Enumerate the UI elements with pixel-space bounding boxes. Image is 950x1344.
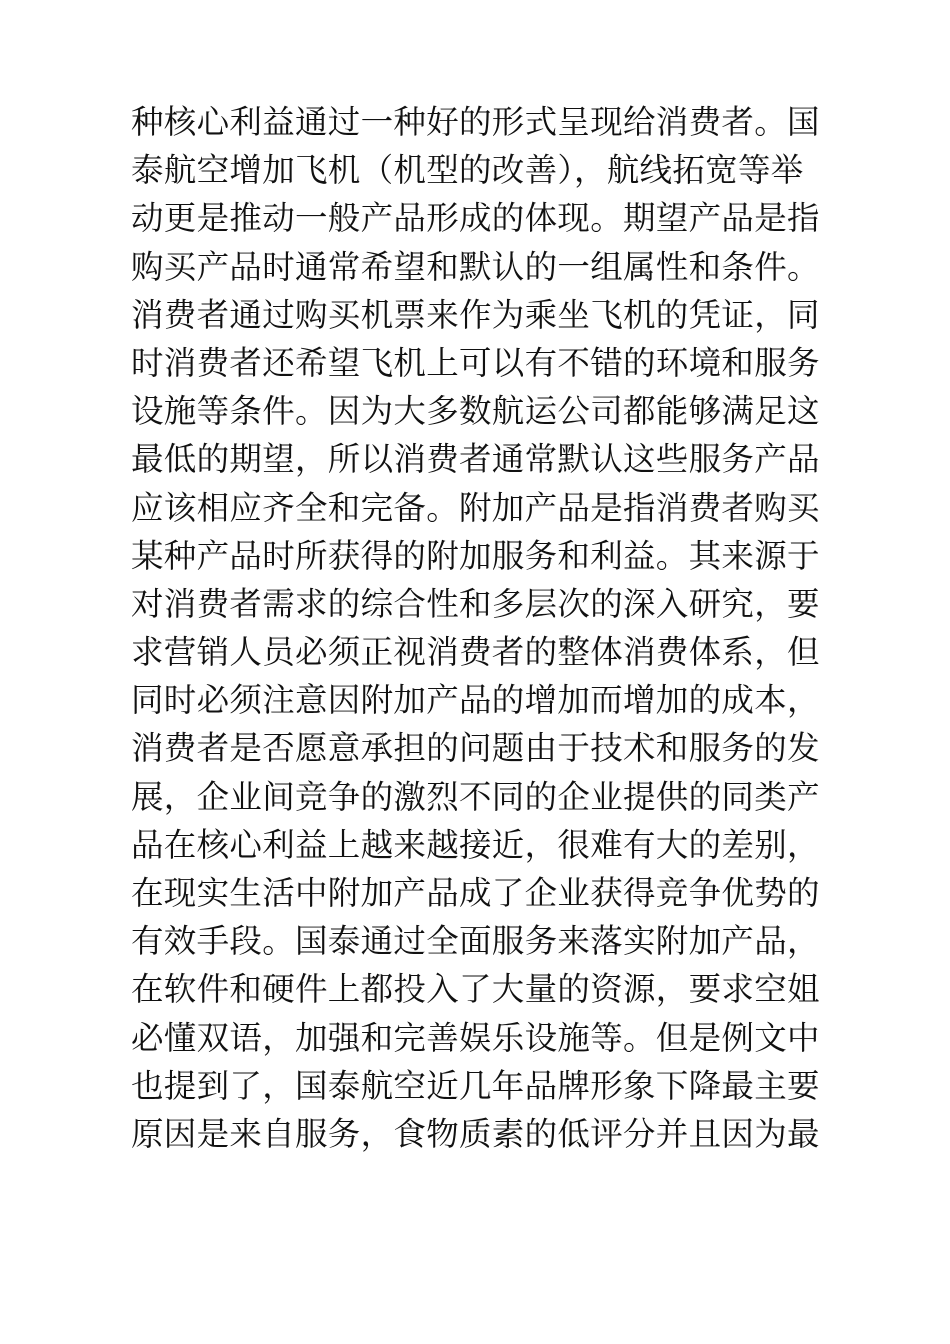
text-line: 购买产品时通常希望和默认的一组属性和条件。: [131, 247, 820, 286]
text-line: 在软件和硬件上都投入了大量的资源，要求空姐: [131, 970, 820, 1009]
text-line: 求营销人员必须正视消费者的整体消费体系，但: [131, 633, 820, 672]
text-line: 应该相应齐全和完备。附加产品是指消费者购买: [131, 488, 820, 527]
text-line: 同时必须注意因附加产品的增加而增加的成本，: [131, 681, 820, 720]
text-line: 对消费者需求的综合性和多层次的深入研究，要: [131, 584, 820, 623]
text-line: 品在核心利益上越来越接近，很难有大的差别，: [131, 825, 820, 864]
text-line: 原因是来自服务，食物质素的低评分并且因为最: [131, 1114, 820, 1153]
text-line: 在现实生活中附加产品成了企业获得竞争优势的: [131, 874, 820, 912]
text-line: 也提到了，国泰航空近几年品牌形象下降最主要: [131, 1066, 820, 1105]
text-line: 展，企业间竞争的激烈不同的企业提供的同类产: [131, 777, 820, 816]
text-line: 某种产品时所获得的附加服务和利益。其来源于: [131, 536, 820, 575]
text-line: 有效手段。国泰通过全面服务来落实附加产品，: [131, 922, 820, 961]
text-line: 设施等条件。因为大多数航运公司都能够满足这: [131, 392, 820, 431]
text-line: 动更是推动一般产品形成的体现。期望产品是指: [131, 199, 820, 238]
text-line: 消费者是否愿意承担的问题由于技术和服务的发: [131, 729, 820, 768]
text-line: 种核心利益通过一种好的形式呈现给消费者。国: [131, 103, 820, 141]
text-line: 时消费者还希望飞机上可以有不错的环境和服务: [131, 343, 820, 382]
text-line: 最低的期望，所以消费者通常默认这些服务产品: [131, 440, 820, 479]
text-line: 必懂双语，加强和完善娱乐设施等。但是例文中: [131, 1018, 820, 1057]
text-line: 消费者通过购买机票来作为乘坐飞机的凭证，同: [131, 295, 820, 334]
text-line: 泰航空增加飞机（机型的改善），航线拓宽等举: [131, 151, 804, 190]
body-text: [131, 98, 831, 1158]
